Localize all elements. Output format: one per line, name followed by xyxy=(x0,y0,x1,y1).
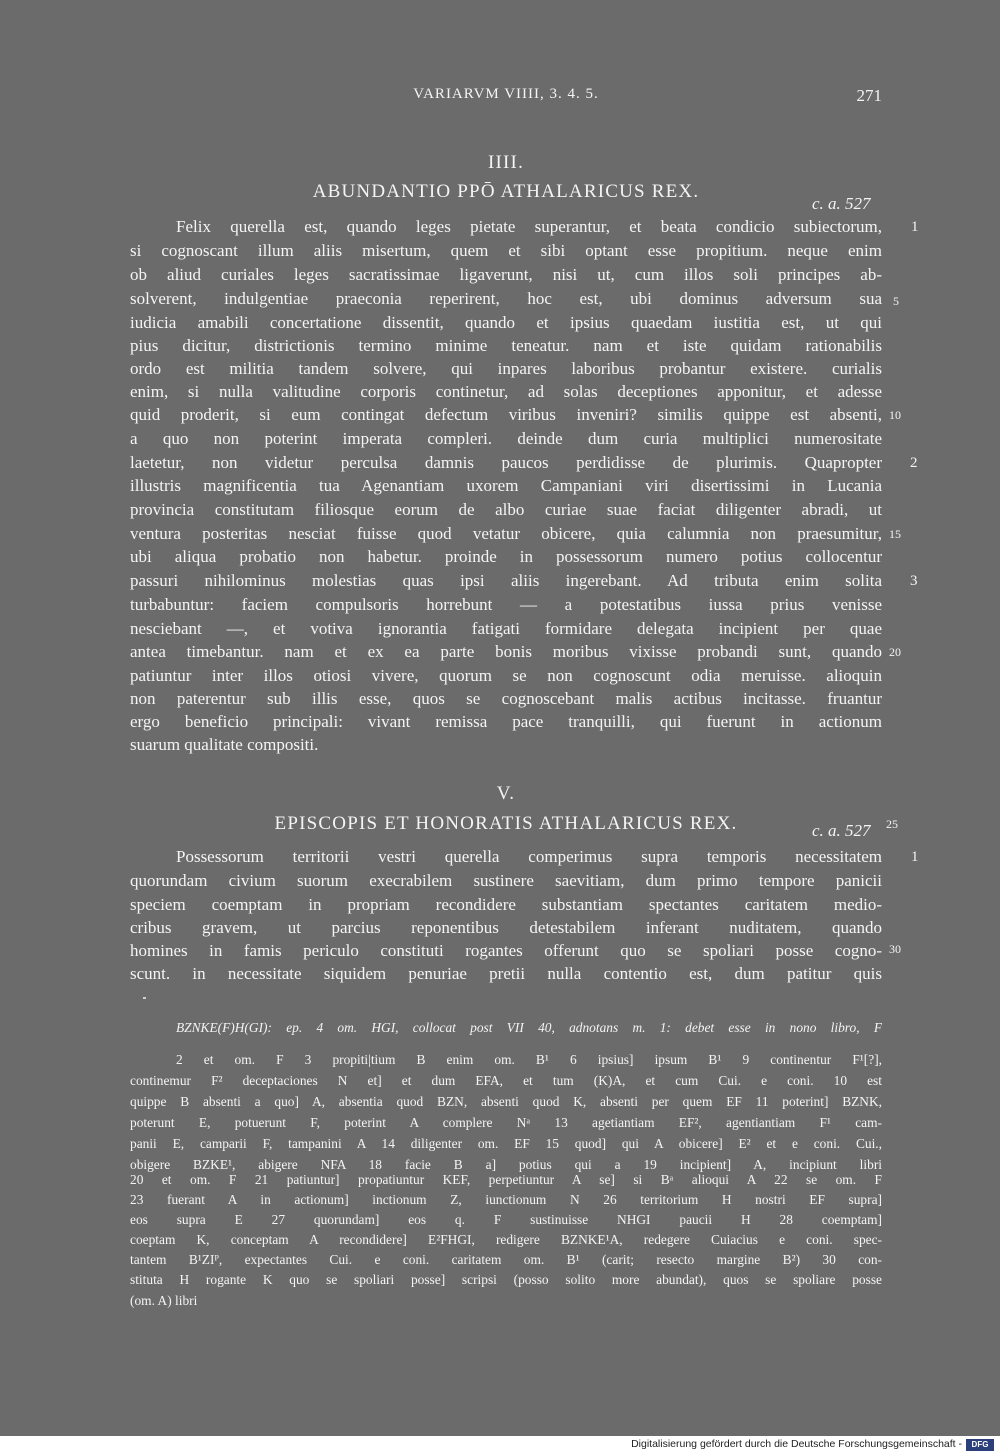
letter-5-date: c. a. 527 xyxy=(812,821,871,840)
text-line: ventura posteritas nesciat fuisse quod vetatur obicere, quia calumnia non praesumitur, xyxy=(130,524,882,543)
text-line: quid proderit, si eum contingat defectum viribus inveniri? similis quippe est absenti, xyxy=(130,405,882,424)
apparatus-line: obigere BZKE¹, abigere NFA 18 facie B a] potius qui a 19 incipient] A, incipiunt libri xyxy=(130,1157,882,1172)
line-number-30: 30 xyxy=(889,942,901,956)
letter-4-date: c. a. 527 xyxy=(812,194,871,213)
page-number: 271 xyxy=(856,86,882,105)
apparatus-line: coeptam K, conceptam A recondidere] E²FHGI, redigere BZNKE¹A, redegere Cuiacius e coni. spec- xyxy=(130,1232,882,1247)
letter-4-number: IIII. xyxy=(487,152,525,173)
apparatus-line: panii E, camparii F, tampanini A 14 diligenter om. EF 15 quod] qui A obicere] E² et e coni. Cui., xyxy=(130,1136,882,1151)
scan-speck xyxy=(143,997,146,999)
text-line: iudicia amabili concertatione dissentit, quando et ipsius quaedam iustitia est, ut qui xyxy=(130,313,882,332)
text-line: laetetur, non videtur perculsa damnis paucos perdidisse de plurimis. Quapropter xyxy=(130,453,882,472)
text-line: Felix querella est, quando leges pietate superantur, et beata condicio subiectorum, xyxy=(176,217,882,236)
text-line: ordo est militia tandem solvere, qui inpares laboribus probantur existere. curialis xyxy=(130,359,882,378)
text-line: ergo beneficio principali: vivant remissa pace tranquilli, qui fuerunt in actionum xyxy=(130,712,882,731)
running-title: VARIARVM VIIII, 3. 4. 5. xyxy=(413,86,599,102)
text-line: Possessorum territorii vestri querella comperimus supra temporis necessitatem xyxy=(176,847,882,866)
text-line: si cognoscant illum aliis misertum, quem et sibi optant esse propitium. neque enim xyxy=(130,241,882,260)
text-line: antea timebantur. nam et ex ea parte bonis moribus vixisse probandi sunt, quando xyxy=(130,642,882,661)
text-line: a quo non poterint imperata compleri. deinde dum curia multiplici numerositate xyxy=(130,429,882,448)
dfg-logo: DFG xyxy=(966,1439,994,1451)
apparatus-line: quippe B absenti a quo] A, absentia quod BZN, absenti quod K, absenti per quem EF 11 poterint] BZNK, xyxy=(130,1094,882,1109)
apparatus-line: (om. A) libri xyxy=(130,1293,198,1308)
letter-5-number: V. xyxy=(496,783,516,804)
paragraph-number-3: 3 xyxy=(910,573,918,589)
text-line: quorundam civium suorum execrabilem sustinere saevitiam, dum primo tempore panicii xyxy=(130,871,882,890)
text-line: scunt. in necessitate siquidem penuriae pretii nulla contentio est, dum patitur quis xyxy=(130,964,882,983)
line-number-15: 15 xyxy=(889,527,901,541)
letter-5-title: EPISCOPIS ET HONORATIS ATHALARICUS REX. xyxy=(274,813,738,834)
text-line: nesciebant —, et votiva ignorantia fatigati formidare delegata incipient per quae xyxy=(130,619,882,638)
running-head xyxy=(130,86,882,106)
line-number-5: 5 xyxy=(893,294,899,308)
apparatus-sigla: BZNKE(F)H(GI): ep. 4 om. HGI, collocat post VII 40, adnotans m. 1: debet esse in nono libro, F xyxy=(176,1020,882,1035)
text-line: suarum qualitate compositi. xyxy=(130,735,319,754)
text-line: cribus gravem, ut parcius reponentibus detestabilem inferant nuditatem, quando xyxy=(130,918,882,937)
line-number-25: 25 xyxy=(886,817,898,831)
line-number-10: 10 xyxy=(889,408,901,422)
text-line: passuri nihilominus molestias quas ipsi aliis ingerebant. Ad tributa enim solita xyxy=(130,571,882,590)
apparatus-line: stituta H rogante K quo se spoliari posse] scripsi (posso solito more abundat), quos se spoliare posse xyxy=(130,1272,882,1287)
footer-credit: Digitalisierung gefördert durch die Deutsche Forschungsgemeinschaft - xyxy=(631,1438,962,1450)
text-line: ob aliud curiales leges sacratissimae ligaverunt, nisi ut, cum illos soli principes ab- xyxy=(130,265,882,284)
line-number-20: 20 xyxy=(889,645,901,659)
apparatus-line: poterunt E, potuerunt F, poterint A complere Nᵃ 13 agetiantiam EF², agentiantiam F¹ cam- xyxy=(130,1115,882,1130)
text-line: speciem coemptam in propriam recondidere substantiam spectantes caritatem medio- xyxy=(130,895,882,914)
text-line: homines in famis periculo constituti rogantes offerunt quo se spoliari posse cogno- xyxy=(130,941,882,960)
text-line: illustris magnificentia tua Agenantiam uxorem Campaniani viri disertissimi in Lucania xyxy=(130,476,882,495)
apparatus-line: 2 et om. F 3 propiti|tium B enim om. B¹ 6 ipsius] ipsum B¹ 9 continentur F¹[?], xyxy=(176,1052,882,1067)
text-line: enim, si nulla valitudine corporis continetur, ad solas deceptiones apponitur, et adesse xyxy=(130,382,882,401)
paragraph-number-1: 1 xyxy=(911,219,919,235)
text-line: pius dicitur, districtionis termino minime teneatur. nam et iste quidam rationabilis xyxy=(130,336,882,355)
apparatus-line: eos supra E 27 quorundam] eos q. F sustinuisse NHGI paucii H 28 coemptam] xyxy=(130,1212,882,1227)
text-line: turbabuntur: faciem compulsoris horrebunt — a potestatibus iussa prius venisse xyxy=(130,595,882,614)
text-line: provincia constitutam filiosque eorum de albo curiae suae faciat diligenter abradi, ut xyxy=(130,500,882,519)
letter-4-title: ABUNDANTIO PPŌ ATHALARICUS REX. xyxy=(312,181,700,202)
text-line: solverent, indulgentiae praeconia reperirent, hoc est, ubi dominus adversum sua xyxy=(130,289,882,308)
paragraph-number-2: 2 xyxy=(910,455,918,471)
apparatus-line: tantem B¹ZIᴾ, expectantes Cui. e coni. caritatem om. B¹ (carit; resecto margine B²) 30 con- xyxy=(130,1252,882,1267)
text-line: non paterentur sub illis esse, quos se cognoscebant malis actibus incitasse. fruantur xyxy=(130,689,882,708)
text-line: ubi aliqua probatio non habetur. proinde in possessorum numero potius collocentur xyxy=(130,547,882,566)
apparatus-line: 23 fuerant A in actionum] inctionum Z, iunctionum N 26 territorium H nostri EF supra] xyxy=(130,1192,882,1207)
text-line: patiuntur inter illos otiosi vivere, quorum se non cognoscunt odia meruisse. alioquin xyxy=(130,666,882,685)
apparatus-line: continemur F² deceptaciones N et] et dum EFA, et tum (K)A, et cum Cui. e coni. 10 est xyxy=(130,1073,882,1088)
paragraph-number-1-letter-5: 1 xyxy=(911,849,919,865)
apparatus-line: 20 et om. F 21 patiuntur] propatiuntur KEF, perpetiuntur A se] si Bᵃ alioqui A 22 se om. F xyxy=(130,1172,882,1187)
